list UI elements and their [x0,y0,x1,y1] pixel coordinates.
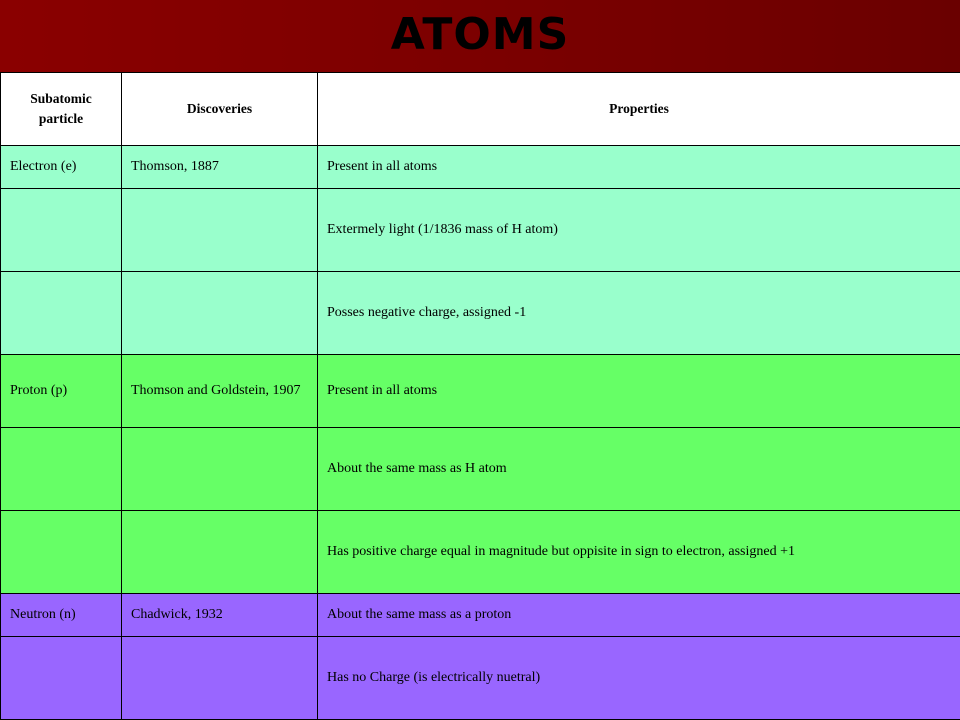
header-particle: Subatomic particle [1,73,122,146]
cell-particle: Electron (e) [1,146,122,189]
cell-property: About the same mass as a proton [318,594,960,637]
cell-particle [1,189,122,272]
cell-property: Extermely light (1/1836 mass of H atom) [318,189,960,272]
cell-property: About the same mass as H atom [318,428,960,511]
cell-discovery: Thomson, 1887 [122,146,318,189]
title-bar [0,0,960,72]
cell-particle [1,272,122,355]
table-header-row [1,73,960,146]
page-title: ATOMS [390,8,570,60]
cell-discovery [122,189,318,272]
header-discoveries: Discoveries [122,73,318,146]
cell-discovery [122,272,318,355]
cell-discovery: Thomson and Goldstein, 1907 [122,355,318,428]
table-row [1,189,960,272]
cell-particle [1,511,122,594]
cell-property: Has positive charge equal in magnitude but oppisite in sign to electron, assigned +1 [318,511,960,594]
cell-particle [1,428,122,511]
table-row [1,511,960,594]
table-row [1,594,960,637]
cell-property: Present in all atoms [318,146,960,189]
table-row [1,428,960,511]
table-row [1,146,960,189]
cell-property: Has no Charge (is electrically nuetral) [318,637,960,720]
table-row [1,272,960,355]
cell-particle [1,637,122,720]
cell-discovery [122,511,318,594]
cell-property: Posses negative charge, assigned -1 [318,272,960,355]
cell-particle: Neutron (n) [1,594,122,637]
cell-discovery [122,637,318,720]
header-properties: Properties [318,73,960,146]
table-row [1,355,960,428]
cell-property: Present in all atoms [318,355,960,428]
cell-discovery [122,428,318,511]
table-row [1,637,960,720]
cell-discovery: Chadwick, 1932 [122,594,318,637]
cell-particle: Proton (p) [1,355,122,428]
atoms-table [0,72,960,720]
